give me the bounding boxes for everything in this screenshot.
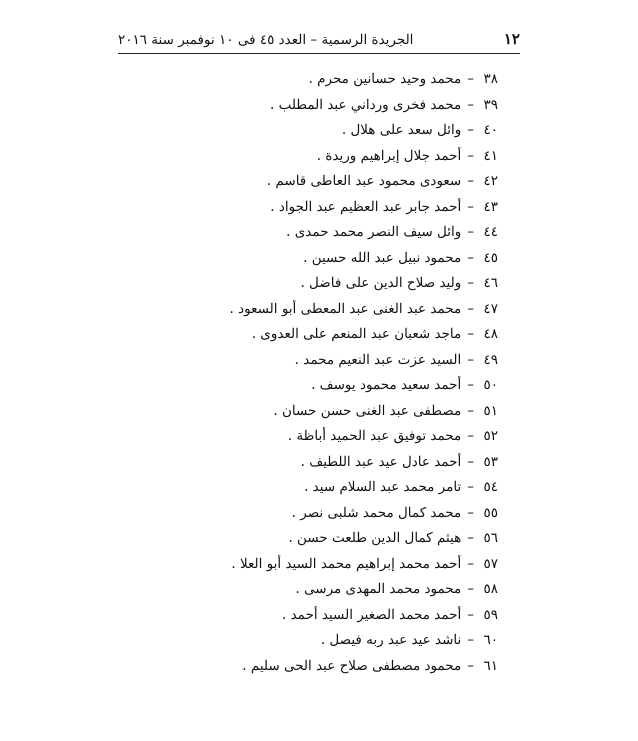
page-header (118, 22, 520, 48)
item-number: ٥٧ (483, 555, 498, 572)
item-name: مصطفى عبد الغنى حسن حسان . (273, 402, 462, 419)
list-item (118, 503, 498, 529)
item-number: ٥٦ (483, 530, 498, 546)
item-number: ٤٢ (483, 173, 498, 189)
item-number: ٤٧ (483, 300, 498, 317)
item-number: ٣٩ (483, 96, 498, 113)
item-separator: – (467, 606, 474, 623)
item-name: تامر محمد عبد السلام سيد . (304, 479, 462, 495)
item-name: أحمد عادل عيد عبد اللطيف . (300, 453, 462, 470)
item-name: أحمد محمد الصغير السيد أحمد . (282, 606, 462, 623)
item-number: ٤٩ (483, 351, 498, 368)
list-item (118, 248, 498, 274)
item-name: محمد وحيد حسانين محرم . (308, 71, 462, 87)
item-separator: – (467, 530, 474, 546)
list-item (118, 452, 498, 478)
list-item (118, 375, 498, 401)
item-separator: – (467, 96, 474, 113)
item-separator: – (467, 122, 474, 138)
item-separator: – (467, 173, 474, 189)
item-name: أحمد جلال إبراهيم وريدة . (316, 147, 462, 164)
item-separator: – (467, 657, 474, 674)
item-name: محمد كمال محمد شلبى نصر . (291, 504, 462, 521)
item-number: ٤٤ (483, 224, 498, 240)
list-item (118, 656, 498, 682)
item-number: ٥٩ (483, 606, 498, 623)
list-item (118, 146, 498, 172)
list-item (118, 197, 498, 223)
list-item (118, 299, 498, 325)
list-item (118, 554, 498, 580)
item-separator: – (467, 300, 474, 317)
item-name: محمد عبد الغنى عبد المعطى أبو السعود . (229, 300, 462, 317)
item-name: محمد فخرى ورداني عبد المطلب . (269, 96, 462, 113)
item-separator: – (467, 326, 474, 342)
list-item (118, 528, 498, 554)
item-name: وليد صلاح الدين على فاضل . (300, 275, 462, 291)
item-name: وائل سعد على هلال . (341, 122, 462, 138)
item-separator: – (467, 224, 474, 240)
item-number: ٤١ (483, 147, 498, 164)
item-separator: – (467, 275, 474, 291)
header-title: الجريدة الرسمية – العدد ٤٥ فى ١٠ نوفمبر سنة ٢٠١٦ (118, 32, 414, 48)
item-separator: – (467, 479, 474, 495)
item-number: ٥١ (483, 402, 498, 419)
item-name: محمد توفيق عبد الحميد أباظة . (287, 428, 462, 444)
item-name: وائل سيف النصر محمد حمدى . (286, 224, 462, 240)
item-number: ٥٨ (483, 581, 498, 597)
item-separator: – (467, 402, 474, 419)
item-number: ٥٠ (483, 377, 498, 393)
item-number: ٤٥ (483, 249, 498, 266)
item-separator: – (467, 504, 474, 521)
item-separator: – (467, 581, 474, 597)
list-item (118, 273, 498, 299)
item-number: ٣٨ (483, 71, 498, 87)
item-separator: – (467, 453, 474, 470)
item-number: ٦١ (483, 657, 498, 674)
list-item (118, 477, 498, 503)
list-item (118, 579, 498, 605)
list-item (118, 222, 498, 248)
item-name: محمود محمد المهدى مرسى . (295, 581, 462, 597)
item-name: هيثم كمال الدين طلعت حسن . (288, 530, 462, 546)
item-number: ٤٣ (483, 198, 498, 215)
list-item (118, 95, 498, 121)
item-number: ٥٣ (483, 453, 498, 470)
header-divider (118, 53, 520, 54)
item-name: أحمد سعيد محمود يوسف . (311, 377, 462, 393)
item-number: ٥٥ (483, 504, 498, 521)
item-number: ٦٠ (483, 632, 498, 648)
item-name: سعودى محمود عبد العاطى قاسم . (266, 173, 462, 189)
item-separator: – (467, 632, 474, 648)
item-name: محمود مصطفى صلاح عبد الحى سليم . (242, 657, 462, 674)
list-item (118, 324, 498, 350)
item-number: ٤٠ (483, 122, 498, 138)
item-number: ٤٨ (483, 326, 498, 342)
item-separator: – (467, 71, 474, 87)
item-separator: – (467, 428, 474, 444)
item-separator: – (467, 351, 474, 368)
list-item (118, 426, 498, 452)
list-item (118, 630, 498, 656)
item-separator: – (467, 249, 474, 266)
item-separator: – (467, 147, 474, 164)
item-name: أحمد محمد إبراهيم محمد السيد أبو العلا . (231, 555, 462, 572)
item-name: السيد عزت عبد النعيم محمد . (294, 351, 462, 368)
item-name: محمود نبيل عبد الله حسين . (303, 249, 462, 266)
item-separator: – (467, 198, 474, 215)
list-item (118, 171, 498, 197)
list-item (118, 605, 498, 631)
list-item (118, 69, 498, 95)
item-number: ٤٦ (483, 275, 498, 291)
item-number: ٥٤ (483, 479, 498, 495)
item-name: ماجد شعبان عبد المنعم على العدوى . (251, 326, 462, 342)
item-separator: – (467, 555, 474, 572)
item-number: ٥٢ (483, 428, 498, 444)
item-name: أحمد جابر عبد العظيم عبد الجواد . (270, 198, 462, 215)
page-number: ١٢ (503, 30, 520, 48)
list-item (118, 350, 498, 376)
item-name: ناشد عيد عبد ربه فيصل . (320, 632, 462, 648)
list-item (118, 401, 498, 427)
names-list (118, 69, 498, 681)
list-item (118, 120, 498, 146)
item-separator: – (467, 377, 474, 393)
